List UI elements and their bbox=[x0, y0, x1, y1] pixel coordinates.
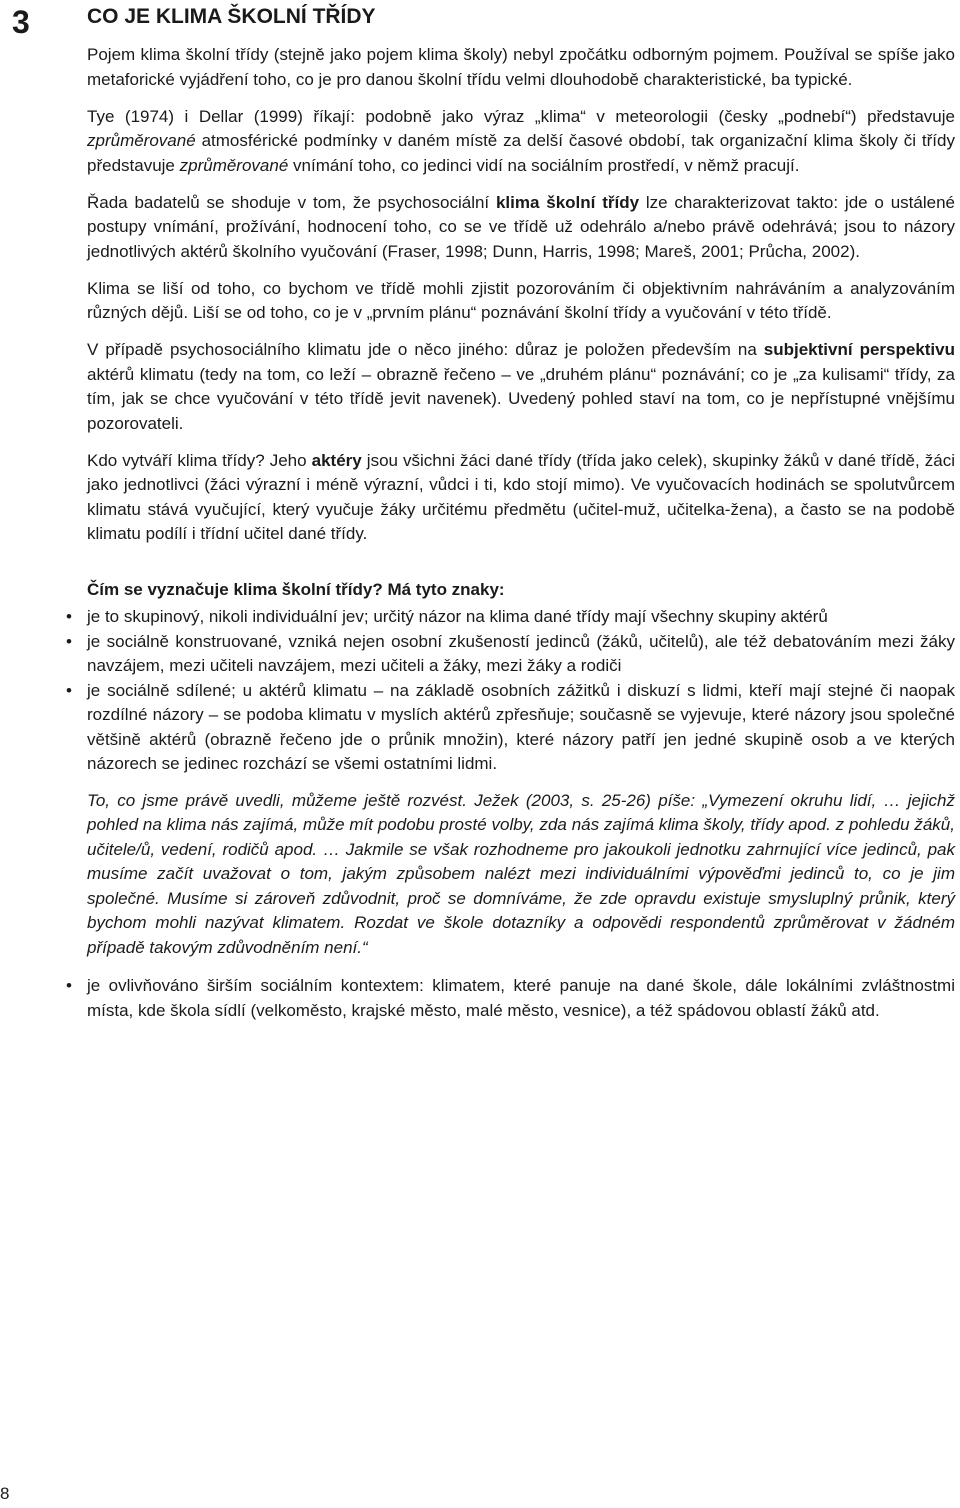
text-run: aktérů klimatu (tedy na tom, co leží – obrazně řečeno – ve „druhém plánu“ poznávání; co je „za kulisami“ třídy, za tím, jak se chce vyučování v této třídě jevit navenek). Uvedený pohled staví na tom, co je nepřístupné vnějšímu pozorovateli. bbox=[87, 364, 955, 433]
paragraph-tye-dellar bbox=[87, 105, 955, 179]
chapter-number: 3 bbox=[12, 4, 30, 40]
text-run: Tye (1974) i Dellar (1999) říkají: podobně jako výraz „klima“ v meteorologii (česky „podnebí“) představuje bbox=[87, 106, 955, 126]
page-number: 8 bbox=[0, 1484, 10, 1503]
text-run: vnímání toho, co jedinci vidí na sociálním prostředí, v němž pracují. bbox=[288, 155, 800, 175]
document-body bbox=[87, 43, 955, 1035]
bullet-list bbox=[87, 605, 955, 777]
chapter-title: CO JE KLIMA ŠKOLNÍ TŘÍDY bbox=[87, 5, 376, 28]
bold-term: subjektivní perspektivu bbox=[763, 340, 955, 359]
bold-term: aktéry bbox=[311, 450, 362, 470]
paragraph-actors bbox=[87, 449, 955, 547]
list-item: • je ovlivňováno širším sociálním kontextem: klimatem, které panuje na dané škole, dále lokálními zvláštnostmi místa, kde škola sídlí (velkoměsto, krajské město, malé město, vesnice), a též spádovou oblastí žáků atd. bbox=[87, 974, 955, 1023]
paragraph-intro: Pojem klima školní třídy (stejně jako pojem klima školy) nebyl zpočátku odborným pojmem. Používal se spíše jako metaforické vyjádření toho, co je pro danou školní třídu velmi dlouhodobě charakteristické, ba typické. bbox=[87, 45, 955, 89]
paragraph-definition bbox=[87, 191, 955, 265]
bullet-list-2 bbox=[87, 974, 955, 1023]
quote-paragraph: To, co jsme právě uvedli, můžeme ještě rozvést. Ježek (2003, s. 25-26) píše: „Vymezení okruhu lidí, … jejichž pohled na klima nás zajímá, může mít podobu prosté volby, zda nás zajímá klima školy, třídy apod. z pohledu žáků, učitele/ů, vedení, rodičů apod. … Jakmile se však rozhodneme pro jakoukoli jednotku zahrnující více jedinců, pak musíme začít uvažovat o tom, jakým způsobem nalézt mezi individuálními výpověďmi jedinců to, co je jim společné. Musíme si zároveň zdůvodnit, proč se domníváme, že zde opravdu existuje smysluplný průnik, který bychom mohli nazývat klimatem. Rozdat ve škole dotazníky a odpovědi respondentů zprůměrovat v žádném případě takovým zdůvodněním není.“ bbox=[87, 790, 955, 957]
text-run: Řada badatelů se shoduje v tom, že psychosociální bbox=[87, 192, 496, 212]
text-run: atmosférické podmínky v daném místě za delší časové období, tak organizační klima školy či třídy představuje bbox=[87, 131, 955, 175]
text-run: Kdo vytváří klima třídy? Jeho bbox=[87, 450, 312, 470]
emphasis: zprůměrované bbox=[179, 155, 289, 175]
emphasis: zprůměrované bbox=[87, 131, 196, 150]
paragraph-subjective bbox=[87, 338, 955, 436]
list-item: • je sociálně sdílené; u aktérů klimatu – na základě osobních zážitků i diskuzí s lidmi, kteří mají stejné či naopak rozdílné názory – se podoba klimatu v myslích aktérů zpřesňuje; současně se vyjevuje, které názory jsou společné většině aktérů (obrazně řečeno jde o průnik množin), které názory patří jen jedné skupině osob a ve kterých názorech se jedinec rozchází se všemi ostatními lidmi. bbox=[87, 679, 955, 777]
text-run: jsou všichni žáci dané třídy (třída jako celek), skupinky žáků v dané třídě, žáci jako jednotlivci (žáci výrazní i méně výrazní, vůdci i ti, kdo stojí mimo). Ve vyučovacích hodinách se spolutvůrcem klimatu stává vyučující, který vyučuje žáky určitému předmětu (učitel-muž, učitelka-žena), a často se na podobě klimatu podílí i třídní učitel dané třídy. bbox=[87, 450, 955, 543]
paragraph-observation: Klima se liší od toho, co bychom ve třídě mohli zjistit pozorováním či objektivním nahráváním a analyzováním různých dějů. Liší se od toho, co je v „prvním plánu“ poznávání školní třídy a vyučování v této třídě. bbox=[87, 278, 955, 322]
list-item: • je to skupinový, nikoli individuální jev; určitý názor na klima dané třídy mají všechny skupiny aktérů bbox=[87, 605, 955, 630]
text-run: V případě psychosociálního klimatu jde o něco jiného: důraz je položen především na bbox=[87, 340, 764, 359]
section-subheading: Čím se vyznačuje klima školní třídy? Má tyto znaky: bbox=[87, 579, 505, 599]
text-run: lze charakterizovat takto: jde o ustálené postupy vnímání, prožívání, hodnocení toho, co se ve třídě už odehrálo a/nebo právě odehrává; jsou to názory jednotlivých aktérů školního vyučování (Fraser, 1998; Dunn, Harris, 1998; Mareš, 2001; Průcha, 2002). bbox=[87, 192, 955, 261]
bold-term: klima školní třídy bbox=[495, 192, 640, 212]
list-item: • je sociálně konstruované, vzniká nejen osobní zkušeností jedinců (žáků, učitelů), ale též debatováním mezi žáky navzájem, mezi učiteli navzájem, mezi učiteli a žáky, mezi žáky a rodiči bbox=[87, 630, 955, 679]
